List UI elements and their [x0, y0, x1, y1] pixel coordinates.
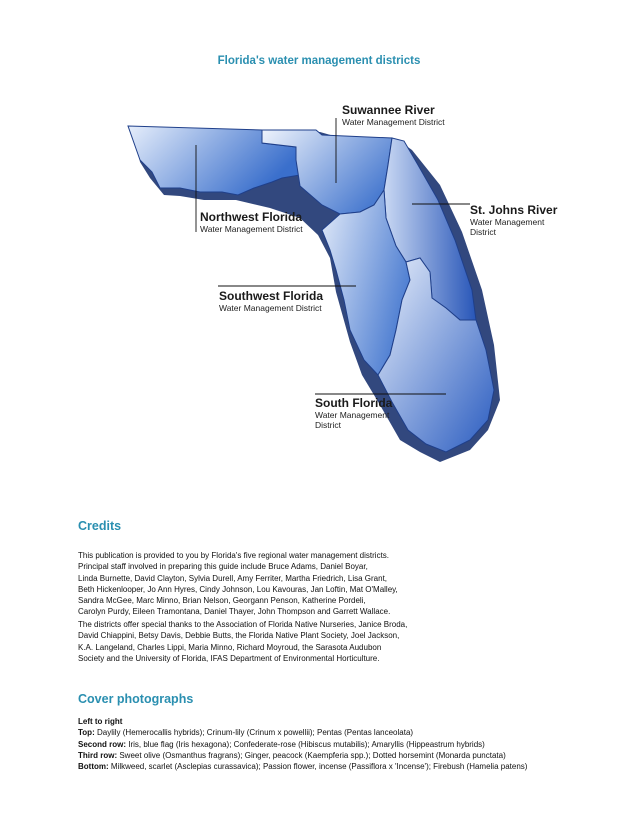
credits-paragraph-2 — [78, 619, 568, 664]
credits-line: David Chiappini, Betsy Davis, Debbie Butts, the Florida Native Plant Society, Joel Jackson, — [78, 631, 400, 641]
cover-row-label: Top: — [78, 728, 95, 738]
cover-intro: Left to right — [78, 717, 123, 726]
cover-row — [78, 727, 618, 738]
credits-line: K.A. Langeland, Charles Lippi, Maria Minno, Richard Moyroud, the Sarasota Audubon — [78, 642, 382, 652]
credits-line: The districts offer special thanks to the Association of Florida Native Nurseries, Janice Broda, — [78, 620, 408, 629]
district-stjohns-label — [470, 204, 557, 237]
district-northwest-subtitle: Water Management District — [200, 224, 303, 234]
cover-row — [78, 739, 618, 750]
district-suwannee-name: Suwannee River — [342, 103, 435, 117]
district-northwest-label — [200, 211, 303, 234]
cover-row — [78, 750, 618, 761]
district-southwest-label — [219, 290, 323, 313]
district-southwest-name: Southwest Florida — [219, 289, 324, 303]
cover-photographs-list — [78, 716, 618, 772]
district-southwest-subtitle: Water Management District — [219, 303, 322, 313]
district-suwannee-subtitle: Water Management District — [342, 117, 445, 127]
credits-line: Society and the University of Florida, IFAS Department of Environmental Horticulture. — [78, 653, 380, 663]
district-south-label — [315, 397, 392, 430]
credits-line: Linda Burnette, David Clayton, Sylvia Durell, Amy Ferriter, Martha Friedrich, Lisa Grant, — [78, 573, 388, 583]
credits-line: Sandra McGee, Marc Minno, Brian Nelson, Georgann Penson, Katherine Pordeli, — [78, 596, 366, 606]
page-title: Florida's water management districts — [217, 55, 421, 67]
credits-line: Principal staff involved in preparing this guide include Bruce Adams, Daniel Boyar, — [78, 562, 368, 572]
credits-heading: Credits — [78, 519, 122, 533]
credits-paragraph-1 — [78, 550, 568, 618]
credits-line: Beth Hickenlooper, Jo Ann Hyres, Cindy Johnson, Lou Kavouras, Jan Loftin, Mat O'Malley, — [78, 584, 398, 594]
cover-row-text: Iris, blue flag (Iris hexagona); Confederate-rose (Hibiscus mutabilis); Amaryllis (Hippeastrum hybrids) — [128, 739, 485, 749]
cover-row-label: Bottom: — [78, 762, 109, 772]
district-south-subtitle: Water Management District — [315, 410, 390, 430]
credits-line: Carolyn Purdy, Eileen Tramontana, Daniel Thayer, John Thompson and Garrett Wallace. — [78, 607, 391, 617]
cover-photographs-heading: Cover photographs — [78, 692, 194, 706]
cover-row-label: Second row: — [78, 739, 127, 749]
district-northwest-name: Northwest Florida — [200, 210, 303, 224]
cover-row — [78, 761, 618, 772]
district-stjohns-name: St. Johns River — [470, 203, 558, 217]
cover-row-text: Sweet olive (Osmanthus fragrans); Ginger, peacock (Kaempferia spp.); Dotted horsemint (Monarda punctata) — [119, 750, 506, 760]
credits-line: This publication is provided to you by Florida's five regional water management districts. — [78, 551, 390, 560]
district-south-name: South Florida — [315, 396, 393, 410]
cover-row-label: Third row: — [78, 750, 118, 760]
cover-row-text: Milkweed, scarlet (Asclepias curassavica); Passion flower, incense (Passiflora x 'Incense'); Firebush (Hamelia patens) — [110, 762, 528, 772]
cover-row-text: Daylily (Hemerocallis hybrids); Crinum-lily (Crinum x powellii); Pentas (Pentas lanceolata) — [96, 728, 414, 738]
district-suwannee-label — [342, 104, 445, 127]
district-stjohns-subtitle: Water Management District — [470, 217, 545, 237]
